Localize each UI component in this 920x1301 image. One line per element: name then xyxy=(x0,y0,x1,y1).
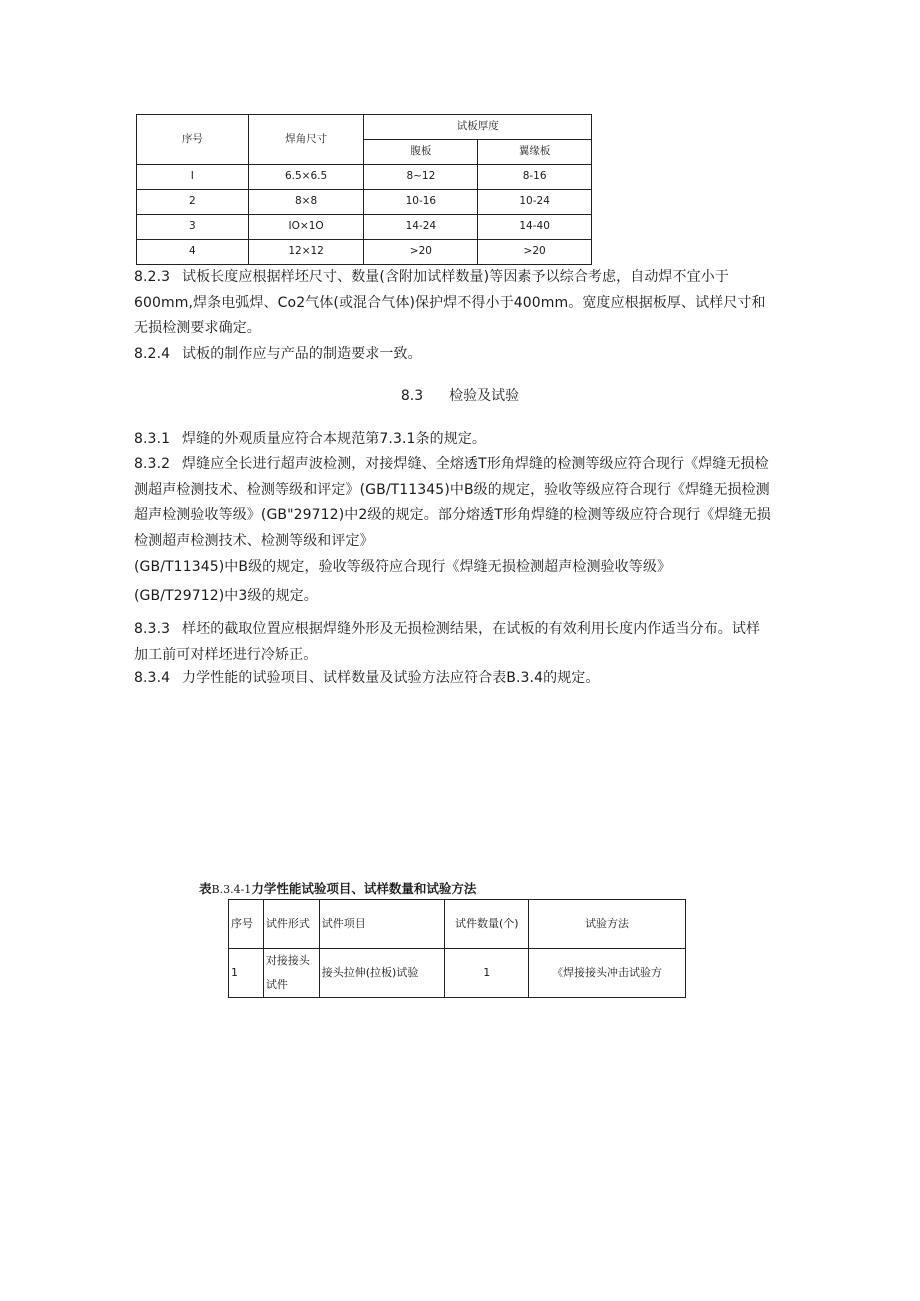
cell-web: 14-24 xyxy=(364,215,478,240)
header-test-method: 试验方法 xyxy=(529,900,686,949)
header-flange: 翼缘板 xyxy=(478,140,592,165)
clause-text: (GB/T29712)中3级的规定。 xyxy=(134,588,318,604)
clause-text: (GB/T11345)中B级的规定，验收等级符应合现行《焊缝无损检测超声检测验收等级》 xyxy=(134,559,672,575)
clause-8-2-4 xyxy=(134,342,774,368)
cell-no: 2 xyxy=(137,190,249,215)
clause-number: 8.3.3 xyxy=(134,621,171,637)
table-caption xyxy=(199,880,476,899)
cell-web: 10-16 xyxy=(364,190,478,215)
header-plate-thickness: 试板厚度 xyxy=(364,115,592,140)
caption-number: B.3.4-1 xyxy=(211,883,252,896)
header-specimen-form: 试件形式 xyxy=(263,900,319,949)
table-row xyxy=(229,949,686,998)
cell-no: 4 xyxy=(137,240,249,265)
header-serial-no: 序号 xyxy=(137,115,249,165)
cell-flange: 8-16 xyxy=(478,165,592,190)
clause-8-3-2-line2 xyxy=(134,555,834,581)
clause-number: 8.3.2 xyxy=(134,456,171,472)
clause-8-3-2 xyxy=(134,452,774,554)
clause-number: 8.3.4 xyxy=(134,670,171,686)
cell-weld: 6.5×6.5 xyxy=(248,165,364,190)
clause-number: 8.2.3 xyxy=(134,269,171,285)
header-serial-no: 序号 xyxy=(229,900,264,949)
cell-flange: >20 xyxy=(478,240,592,265)
clause-8-3-2-line3 xyxy=(134,584,774,610)
clause-text: 力学性能的试验项目、试样数量及试验方法应符合表B.3.4的规定。 xyxy=(182,670,600,686)
cell-method: 《焊接接头冲击试验方 xyxy=(529,949,686,998)
section-heading-8-3 xyxy=(0,386,920,406)
section-title: 检验及试验 xyxy=(449,388,520,404)
cell-item: 接头拉伸(拉板)试验 xyxy=(319,949,445,998)
clause-text: 试板长度应根据样坯尺寸、数量(含附加试样数量)等因素予以综合考虑，自动焊不宜小于600mm,焊条电弧焊、Co2气体(或混合气体)保护焊不得小于400mm。宽度应根据板厚、试样尺寸和无损检测要求确定。 xyxy=(134,269,766,336)
clause-text: 试板的制作应与产品的制造要求一致。 xyxy=(182,346,422,362)
header-web: 腹板 xyxy=(364,140,478,165)
table-row xyxy=(137,165,592,190)
clause-8-3-4 xyxy=(134,666,834,692)
cell-web: >20 xyxy=(364,240,478,265)
cell-weld: 12×12 xyxy=(248,240,364,265)
clause-number: 8.2.4 xyxy=(134,346,171,362)
caption-prefix: 表 xyxy=(199,881,212,896)
header-specimen-item: 试件项目 xyxy=(319,900,445,949)
clause-8-3-3 xyxy=(134,617,774,668)
cell-web: 8~12 xyxy=(364,165,478,190)
cell-weld: 8×8 xyxy=(248,190,364,215)
cell-form: 对接接头试件 xyxy=(263,949,319,998)
table-row xyxy=(137,215,592,240)
clause-text: 焊缝的外观质量应符合本规范第7.3.1条的规定。 xyxy=(182,431,487,447)
table-row xyxy=(137,240,592,265)
table-row xyxy=(137,190,592,215)
clause-number: 8.3.1 xyxy=(134,431,171,447)
cell-count: 1 xyxy=(445,949,529,998)
clause-text: 焊缝应全长进行超声波检测，对接焊缝、全熔透T形角焊缝的检测等级应符合现行《焊缝无损检测超声检测技术、检测等级和评定》(GB/T11345)中B级的规定，验收等级应符合现行《焊缝无损检测超声检测验收等级》(GB"29712)中2级的规定。部分熔透T形角焊缝的检测等级应符合现行《焊缝无损检测超声检测技术、检测等级和评定》 xyxy=(134,456,771,549)
cell-no: 1 xyxy=(229,949,264,998)
cell-weld: IO×1O xyxy=(248,215,364,240)
clause-text: 样坯的截取位置应根据焊缝外形及无损检测结果，在试板的有效利用长度内作适当分布。试样加工前可对样坯进行冷矫正。 xyxy=(134,621,761,663)
mechanical-test-table xyxy=(228,899,686,998)
cell-flange: 14-40 xyxy=(478,215,592,240)
header-weld-size: 焊角尺寸 xyxy=(248,115,364,165)
cell-no: 3 xyxy=(137,215,249,240)
clause-8-3-1 xyxy=(134,427,774,453)
header-specimen-count: 试件数量(个) xyxy=(445,900,529,949)
caption-title: 力学性能试验项目、试样数量和试验方法 xyxy=(251,881,477,896)
clause-8-2-3 xyxy=(134,265,774,342)
cell-flange: 10-24 xyxy=(478,190,592,215)
cell-no: I xyxy=(137,165,249,190)
weld-size-thickness-table xyxy=(136,114,592,265)
section-number: 8.3 xyxy=(400,388,424,404)
